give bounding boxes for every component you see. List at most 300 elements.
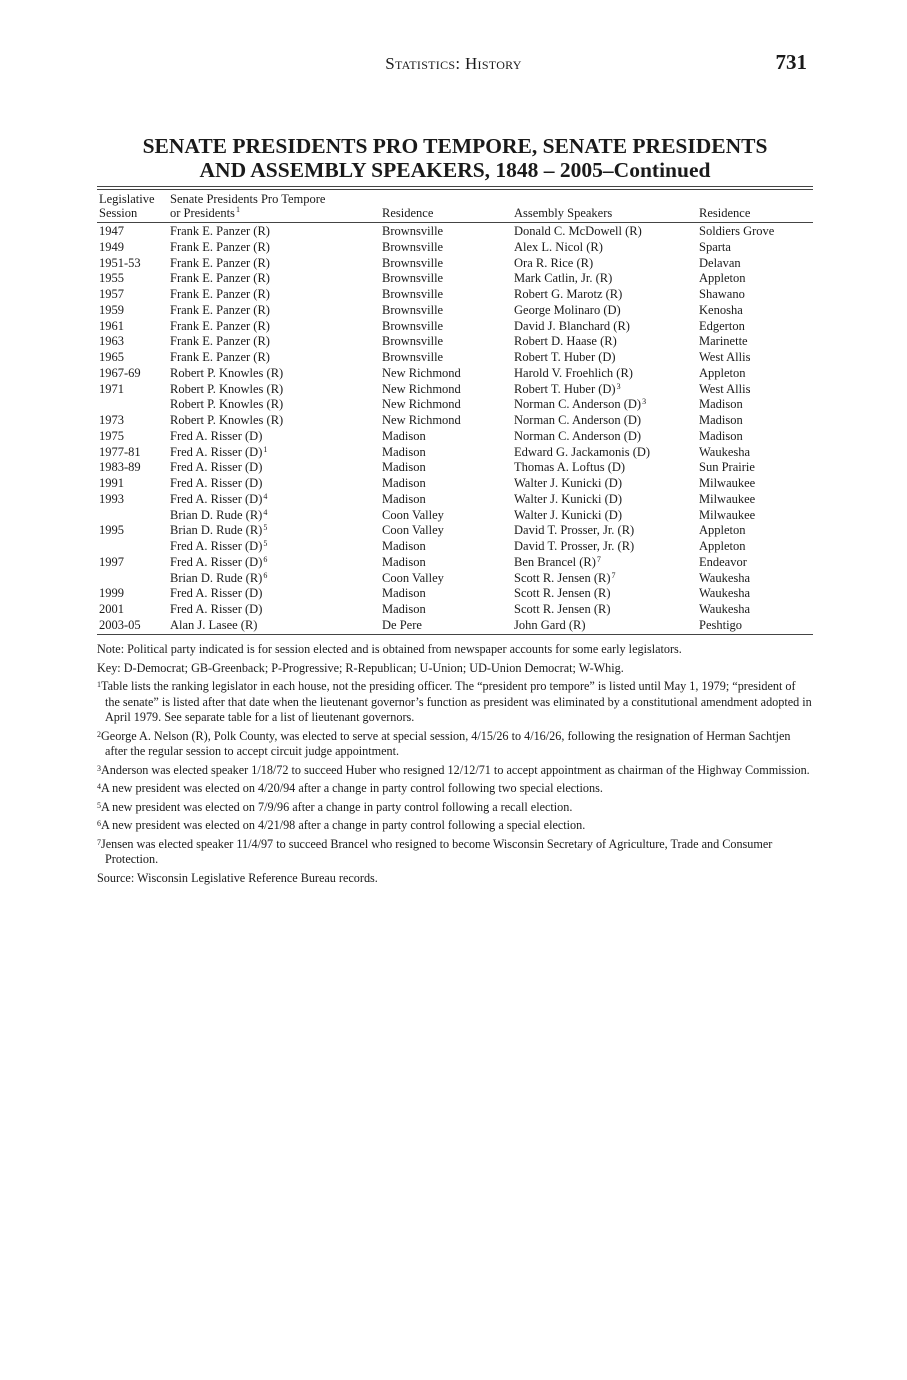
senate-president-cell-text: Frank E. Panzer (R)	[170, 239, 270, 254]
senate-president-cell	[170, 523, 267, 539]
senate-president-cell-text: Fred A. Risser (D)	[170, 444, 263, 459]
session-cell-text: 1991	[99, 476, 124, 490]
title-line-2: AND ASSEMBLY SPEAKERS, 1848 – 2005–Continued	[199, 158, 711, 182]
senate-president-cell	[170, 319, 271, 335]
assembly-speaker-cell-text: David T. Prosser, Jr. (R)	[514, 539, 635, 553]
session-cell	[99, 256, 141, 272]
session-cell	[99, 429, 124, 445]
senate-residence-cell-text: Brownsville	[382, 318, 444, 333]
senate-president-cell-text: Frank E. Panzer (R)	[170, 287, 270, 301]
speaker-residence-cell	[699, 334, 748, 350]
assembly-speaker-cell-text: Walter J. Kunicki (D)	[514, 507, 622, 522]
table-row	[97, 224, 813, 240]
speaker-residence-cell	[699, 460, 755, 476]
footnote-text: Table lists the ranking legislator in each house, not the presiding officer. The “president pro tempore” is listed until May 1, 1979; “president of the senate” is listed after that date when the lieutenant governor’s function as president was eliminated by a constitutional amendment adopted in April 1979. See separate table for a list of lieutenant governors.	[101, 679, 812, 724]
senate-president-cell-text: Frank E. Panzer (R)	[170, 334, 270, 349]
session-cell	[99, 586, 124, 602]
senate-residence-cell	[382, 256, 443, 272]
session-cell	[99, 224, 124, 240]
session-cell-text: 2001	[99, 602, 124, 616]
assembly-speaker-cell	[514, 224, 643, 240]
senate-residence-cell-text: Brownsville	[382, 287, 444, 301]
speaker-residence-cell	[699, 476, 755, 492]
senate-residence-cell-text: Madison	[382, 586, 426, 601]
speaker-residence-cell-text: Madison	[699, 397, 743, 412]
source-text: Source: Wisconsin Legislative Reference Bureau records.	[97, 870, 378, 885]
footnote-mark: 7	[611, 570, 616, 580]
senate-residence-cell	[382, 303, 443, 319]
senate-president-cell	[170, 555, 267, 571]
senate-president-cell	[170, 602, 263, 618]
page-number: 731	[775, 50, 807, 74]
table-row	[97, 586, 813, 602]
footnote-text: Anderson was elected speaker 1/18/72 to succeed Huber who resigned 12/12/71 to accept appointment as chairman of the Highway Commission.	[101, 762, 810, 777]
speaker-residence-cell-text: West Allis	[699, 350, 751, 364]
speaker-residence-cell-text: Madison	[699, 428, 743, 443]
senate-president-cell	[170, 397, 284, 413]
senate-president-cell	[170, 429, 263, 445]
senate-president-cell	[170, 334, 271, 350]
table-row	[97, 366, 813, 382]
senate-president-cell-text: Fred A. Risser (D)	[170, 586, 263, 601]
speaker-residence-cell	[699, 287, 745, 303]
assembly-speaker-cell-text: Norman C. Anderson (D)	[514, 413, 642, 427]
table-top-rule	[97, 186, 813, 190]
senate-president-cell-text: Robert P. Knowles (R)	[170, 413, 284, 427]
senate-residence-cell	[382, 445, 426, 461]
table-header-rule	[97, 222, 813, 223]
senate-residence-cell-text: Brownsville	[382, 334, 444, 349]
senate-residence-cell-text: Madison	[382, 476, 426, 490]
assembly-speaker-cell	[514, 366, 634, 382]
senate-residence-cell-text: Brownsville	[382, 224, 444, 238]
table-row	[97, 334, 813, 350]
header-footnote-mark: 1	[235, 205, 240, 214]
assembly-speaker-cell	[514, 492, 623, 508]
footnote-mark: 4	[263, 507, 268, 517]
table-row	[97, 271, 813, 287]
senate-president-cell	[170, 287, 271, 303]
senate-residence-cell-text: Brownsville	[382, 271, 444, 286]
senate-residence-cell-text: New Richmond	[382, 365, 461, 380]
session-cell-text: 1957	[99, 287, 124, 301]
speaker-residence-cell-text: Madison	[699, 413, 743, 427]
page-title	[97, 134, 813, 182]
assembly-speaker-cell	[514, 271, 613, 287]
senate-president-cell	[170, 508, 267, 524]
assembly-speaker-cell-text: Robert T. Huber (D)	[514, 350, 616, 364]
speaker-residence-cell	[699, 539, 746, 555]
footnote-4	[97, 781, 813, 797]
speaker-residence-cell-text: Soldiers Grove	[699, 224, 775, 238]
session-cell	[99, 523, 124, 539]
senate-residence-cell-text: Madison	[382, 554, 426, 569]
assembly-speaker-cell-text: Norman C. Anderson (D)	[514, 428, 642, 443]
senate-residence-cell	[382, 555, 426, 571]
senate-residence-cell-text: Madison	[382, 539, 426, 553]
speaker-residence-cell	[699, 429, 743, 445]
assembly-speaker-cell	[514, 476, 623, 492]
table-body	[97, 224, 813, 634]
header-session: Legislative Session	[99, 192, 155, 220]
footnote-marker: 2	[97, 729, 101, 739]
assembly-speaker-cell-text: Robert G. Marotz (R)	[514, 287, 623, 301]
table-row	[97, 523, 813, 539]
assembly-speaker-cell	[514, 508, 623, 524]
footnote-5	[97, 800, 813, 816]
footnote-marker: 3	[97, 763, 101, 773]
footnote-text: A new president was elected on 7/9/96 after a change in party control following a recall election.	[101, 799, 573, 814]
footnote-mark: 6	[263, 554, 268, 564]
footnote-3	[97, 763, 813, 779]
assembly-speaker-cell-text: Edward G. Jackamonis (D)	[514, 444, 651, 459]
speaker-residence-cell-text: Sparta	[699, 239, 731, 254]
senate-residence-cell-text: Brownsville	[382, 255, 444, 270]
table-row	[97, 476, 813, 492]
senate-residence-cell-text: Coon Valley	[382, 570, 444, 585]
header-senate-presidents: Senate Presidents Pro Tempore or Presidents$^1$	[170, 192, 326, 220]
header-residence-2: Residence	[699, 206, 751, 220]
senate-president-cell	[170, 303, 271, 319]
table-row	[97, 445, 813, 461]
session-cell	[99, 334, 124, 350]
session-cell-text: 1951-53	[99, 255, 141, 270]
senate-residence-cell-text: Madison	[382, 491, 426, 506]
footnote-text: George A. Nelson (R), Polk County, was elected to serve at special session, 4/15/26 to 4/16/26, following the resignation of Herman Sachtjen after the regular session to accept circuit judge appointment.	[101, 728, 791, 758]
session-cell-text: 1949	[99, 239, 124, 254]
speaker-residence-cell	[699, 240, 731, 256]
speaker-residence-cell	[699, 492, 755, 508]
assembly-speaker-cell	[514, 319, 631, 335]
speaker-residence-cell	[699, 618, 742, 634]
senate-residence-cell	[382, 413, 461, 429]
footnote-2	[97, 729, 813, 760]
assembly-speaker-cell	[514, 618, 587, 634]
assembly-speaker-cell-text: Donald C. McDowell (R)	[514, 224, 642, 238]
table-row	[97, 397, 813, 413]
senate-residence-cell	[382, 334, 443, 350]
senate-residence-cell	[382, 240, 443, 256]
speaker-residence-cell-text: Delavan	[699, 255, 741, 270]
speaker-residence-cell-text: Kenosha	[699, 302, 743, 317]
session-cell	[99, 476, 124, 492]
assembly-speaker-cell-text: Harold V. Froehlich (R)	[514, 365, 633, 380]
senate-residence-cell-text: Coon Valley	[382, 523, 444, 538]
speaker-residence-cell-text: Appleton	[699, 365, 746, 380]
senate-residence-cell	[382, 492, 426, 508]
senate-residence-cell-text: Madison	[382, 428, 426, 443]
senate-president-cell-text: Frank E. Panzer (R)	[170, 318, 270, 333]
session-cell	[99, 492, 124, 508]
senate-president-cell-text: Robert P. Knowles (R)	[170, 397, 284, 412]
session-cell-text: 1993	[99, 491, 124, 506]
assembly-speaker-cell-text: Ben Brancel (R)	[514, 554, 596, 569]
table-row	[97, 413, 813, 429]
session-cell	[99, 618, 141, 634]
assembly-speaker-cell-text: Scott R. Jensen (R)	[514, 586, 611, 601]
table-row	[97, 240, 813, 256]
senate-president-cell	[170, 256, 271, 272]
senate-residence-cell	[382, 476, 426, 492]
senate-residence-cell	[382, 508, 444, 524]
assembly-speaker-cell	[514, 303, 622, 319]
senate-residence-cell-text: De Pere	[382, 617, 422, 632]
speaker-residence-cell-text: Appleton	[699, 523, 746, 538]
footnotes	[97, 679, 813, 868]
header-assembly-speakers: Assembly Speakers	[514, 206, 613, 220]
senate-president-cell-text: Alan J. Lasee (R)	[170, 617, 258, 632]
senate-president-cell-text: Brian D. Rude (R)	[170, 570, 263, 585]
speaker-residence-cell-text: Endeavor	[699, 554, 747, 569]
session-cell-text: 1983-89	[99, 460, 141, 475]
senate-president-cell-text: Robert P. Knowles (R)	[170, 365, 284, 380]
speaker-residence-cell-text: Waukesha	[699, 586, 751, 601]
assembly-speaker-cell-text: David J. Blanchard (R)	[514, 318, 630, 333]
senate-residence-cell	[382, 287, 443, 303]
footnote-marker: 5	[97, 800, 101, 810]
speaker-residence-cell	[699, 445, 750, 461]
assembly-speaker-cell	[514, 334, 618, 350]
speaker-residence-cell	[699, 303, 743, 319]
session-cell-text: 1955	[99, 271, 124, 286]
assembly-speaker-cell-text: Walter J. Kunicki (D)	[514, 476, 622, 490]
footnote-mark: 3	[642, 397, 647, 407]
session-cell	[99, 555, 124, 571]
senate-president-cell-text: Frank E. Panzer (R)	[170, 302, 270, 317]
senate-residence-cell	[382, 271, 443, 287]
senate-residence-cell	[382, 571, 444, 587]
assembly-speaker-cell	[514, 397, 646, 413]
assembly-speaker-cell	[514, 445, 651, 461]
senate-residence-cell-text: Madison	[382, 444, 426, 459]
senate-residence-cell-text: Brownsville	[382, 350, 444, 364]
footnote-mark: 3	[616, 381, 621, 391]
assembly-speaker-cell	[514, 571, 616, 587]
footnote-1	[97, 679, 813, 726]
speaker-residence-cell	[699, 256, 741, 272]
speaker-residence-cell-text: Waukesha	[699, 570, 751, 585]
footnote-mark: 5	[263, 523, 268, 533]
senate-president-cell	[170, 445, 267, 461]
session-cell-text: 1975	[99, 428, 124, 443]
assembly-speaker-cell-text: Scott R. Jensen (R)	[514, 570, 611, 585]
session-cell-text: 1947	[99, 224, 124, 238]
assembly-speaker-cell-text: Ora R. Rice (R)	[514, 255, 594, 270]
session-cell	[99, 303, 124, 319]
assembly-speaker-cell	[514, 240, 604, 256]
footnote-mark: 1	[263, 444, 268, 454]
footnote-7	[97, 837, 813, 868]
session-cell	[99, 350, 124, 366]
senate-president-cell	[170, 240, 271, 256]
speaker-residence-cell-text: West Allis	[699, 381, 751, 396]
table-row	[97, 429, 813, 445]
session-cell	[99, 319, 124, 335]
note-text: Note: Political party indicated is for session elected and is obtained from newspaper accounts for some early legislators.	[97, 642, 682, 656]
session-cell	[99, 602, 124, 618]
footnote-text: A new president was elected on 4/21/98 after a change in party control following a special election.	[101, 818, 586, 832]
senate-president-cell-text: Robert P. Knowles (R)	[170, 381, 284, 396]
senate-residence-cell-text: Madison	[382, 460, 426, 475]
table-row	[97, 492, 813, 508]
table-bottom-rule	[97, 634, 813, 635]
senate-president-cell-text: Fred A. Risser (D)	[170, 428, 263, 443]
senate-residence-cell-text: Brownsville	[382, 302, 444, 317]
speaker-residence-cell-text: Milwaukee	[699, 491, 756, 506]
speaker-residence-cell	[699, 382, 750, 398]
senate-residence-cell	[382, 429, 426, 445]
speaker-residence-cell-text: Milwaukee	[699, 507, 756, 522]
table-row	[97, 382, 813, 398]
session-cell	[99, 287, 124, 303]
notes-section	[97, 642, 813, 889]
session-cell-text: 2003-05	[99, 617, 141, 632]
footnote-6	[97, 818, 813, 834]
table-row	[97, 287, 813, 303]
assembly-speaker-cell-text: Thomas A. Loftus (D)	[514, 460, 626, 475]
assembly-speaker-cell	[514, 586, 612, 602]
key-text: Key: D-Democrat; GB-Greenback; P-Progressive; R-Republican; U-Union; UD-Union Democrat; W-Whig.	[97, 660, 624, 675]
speaker-residence-cell	[699, 602, 750, 618]
session-cell-text: 1961	[99, 318, 124, 333]
senate-president-cell	[170, 366, 284, 382]
senate-president-cell	[170, 350, 271, 366]
senate-president-cell	[170, 413, 284, 429]
assembly-speaker-cell	[514, 382, 621, 398]
senate-residence-cell	[382, 586, 426, 602]
senate-president-cell-text: Fred A. Risser (D)	[170, 602, 263, 616]
speaker-residence-cell-text: Edgerton	[699, 318, 745, 333]
footnote-text: A new president was elected on 4/20/94 after a change in party control following two special elections.	[101, 781, 603, 795]
senate-president-cell-text: Frank E. Panzer (R)	[170, 271, 270, 286]
session-cell-text: 1999	[99, 586, 124, 601]
assembly-speaker-cell	[514, 539, 635, 555]
senate-president-cell-text: Fred A. Risser (D)	[170, 476, 263, 490]
table-row	[97, 460, 813, 476]
senate-president-cell	[170, 224, 271, 240]
senate-president-cell	[170, 539, 267, 555]
table-row	[97, 602, 813, 618]
senate-residence-cell	[382, 539, 426, 555]
senate-residence-cell	[382, 602, 426, 618]
senate-president-cell	[170, 618, 258, 634]
senate-president-cell	[170, 476, 263, 492]
senate-president-cell-text: Fred A. Risser (D)	[170, 554, 263, 569]
speaker-residence-cell-text: Appleton	[699, 271, 746, 286]
senate-residence-cell	[382, 382, 461, 398]
speaker-residence-cell	[699, 271, 746, 287]
assembly-speaker-cell	[514, 523, 635, 539]
table-row	[97, 256, 813, 272]
session-cell-text: 1973	[99, 413, 124, 427]
footnote-mark: 6	[263, 570, 268, 580]
session-cell-text: 1977-81	[99, 444, 141, 459]
speaker-residence-cell	[699, 571, 750, 587]
speaker-residence-cell-text: Marinette	[699, 334, 748, 349]
senate-residence-cell-text: Brownsville	[382, 239, 444, 254]
senate-president-cell	[170, 571, 267, 587]
footnote-marker: 4	[97, 782, 101, 791]
assembly-speaker-cell-text: Robert T. Huber (D)	[514, 381, 616, 396]
assembly-speaker-cell	[514, 460, 626, 476]
speaker-residence-cell	[699, 413, 743, 429]
table-row	[97, 555, 813, 571]
assembly-speaker-cell-text: Mark Catlin, Jr. (R)	[514, 271, 613, 286]
footnote-mark: 5	[263, 539, 268, 548]
assembly-speaker-cell-text: John Gard (R)	[514, 617, 586, 632]
senate-president-cell	[170, 460, 263, 476]
session-cell-text: 1959	[99, 302, 124, 317]
assembly-speaker-cell	[514, 429, 642, 445]
session-cell	[99, 382, 124, 398]
senate-residence-cell-text: Madison	[382, 602, 426, 616]
running-head: Statistics: History	[385, 54, 522, 73]
session-cell	[99, 240, 124, 256]
speaker-residence-cell-text: Shawano	[699, 287, 745, 301]
assembly-speaker-cell	[514, 555, 601, 571]
session-cell	[99, 413, 124, 429]
senate-residence-cell	[382, 460, 426, 476]
speaker-residence-cell	[699, 508, 755, 524]
speaker-residence-cell-text: Waukesha	[699, 602, 751, 616]
senate-residence-cell	[382, 618, 422, 634]
senate-president-cell-text: Fred A. Risser (D)	[170, 539, 263, 553]
senate-president-cell-text: Frank E. Panzer (R)	[170, 255, 270, 270]
senate-residence-cell	[382, 350, 443, 366]
speaker-residence-cell-text: Waukesha	[699, 444, 751, 459]
footnote-marker: 1	[97, 680, 101, 689]
senate-residence-cell	[382, 523, 444, 539]
table-row	[97, 508, 813, 524]
speaker-residence-cell	[699, 224, 774, 240]
speaker-residence-cell-text: Peshtigo	[699, 617, 743, 632]
assembly-speaker-cell	[514, 413, 642, 429]
table-row	[97, 350, 813, 366]
table-row	[97, 618, 813, 634]
footnote-text: Jensen was elected speaker 11/4/97 to succeed Brancel who resigned to become Wisconsin Secretary of Agriculture, Trade and Consumer Protection.	[101, 836, 773, 866]
senate-president-cell-text: Fred A. Risser (D)	[170, 460, 263, 475]
session-cell	[99, 460, 141, 476]
senate-president-cell	[170, 271, 271, 287]
speaker-residence-cell	[699, 366, 746, 382]
assembly-speaker-cell-text: David T. Prosser, Jr. (R)	[514, 523, 635, 538]
assembly-speaker-cell	[514, 256, 594, 272]
assembly-speaker-cell-text: Walter J. Kunicki (D)	[514, 491, 622, 506]
senate-residence-cell-text: Coon Valley	[382, 507, 444, 522]
speaker-residence-cell-text: Appleton	[699, 539, 746, 553]
senate-president-cell	[170, 492, 267, 508]
speaker-residence-cell	[699, 586, 750, 602]
session-cell-text: 1997	[99, 554, 124, 569]
senate-president-cell-text: Brian D. Rude (R)	[170, 523, 263, 538]
speaker-residence-cell	[699, 319, 745, 335]
assembly-speaker-cell-text: Scott R. Jensen (R)	[514, 602, 611, 616]
senate-residence-cell	[382, 224, 443, 240]
senate-residence-cell	[382, 397, 461, 413]
speaker-residence-cell	[699, 397, 743, 413]
table-row	[97, 539, 813, 555]
session-cell	[99, 271, 124, 287]
table-row	[97, 319, 813, 335]
senate-president-cell	[170, 586, 263, 602]
session-cell-text: 1967-69	[99, 365, 141, 380]
speaker-residence-cell	[699, 523, 746, 539]
assembly-speaker-cell-text: Alex L. Nicol (R)	[514, 239, 603, 254]
senate-president-cell	[170, 382, 284, 398]
assembly-speaker-cell-text: Robert D. Haase (R)	[514, 334, 617, 349]
session-cell-text: 1971	[99, 381, 124, 396]
senate-residence-cell-text: New Richmond	[382, 413, 461, 427]
